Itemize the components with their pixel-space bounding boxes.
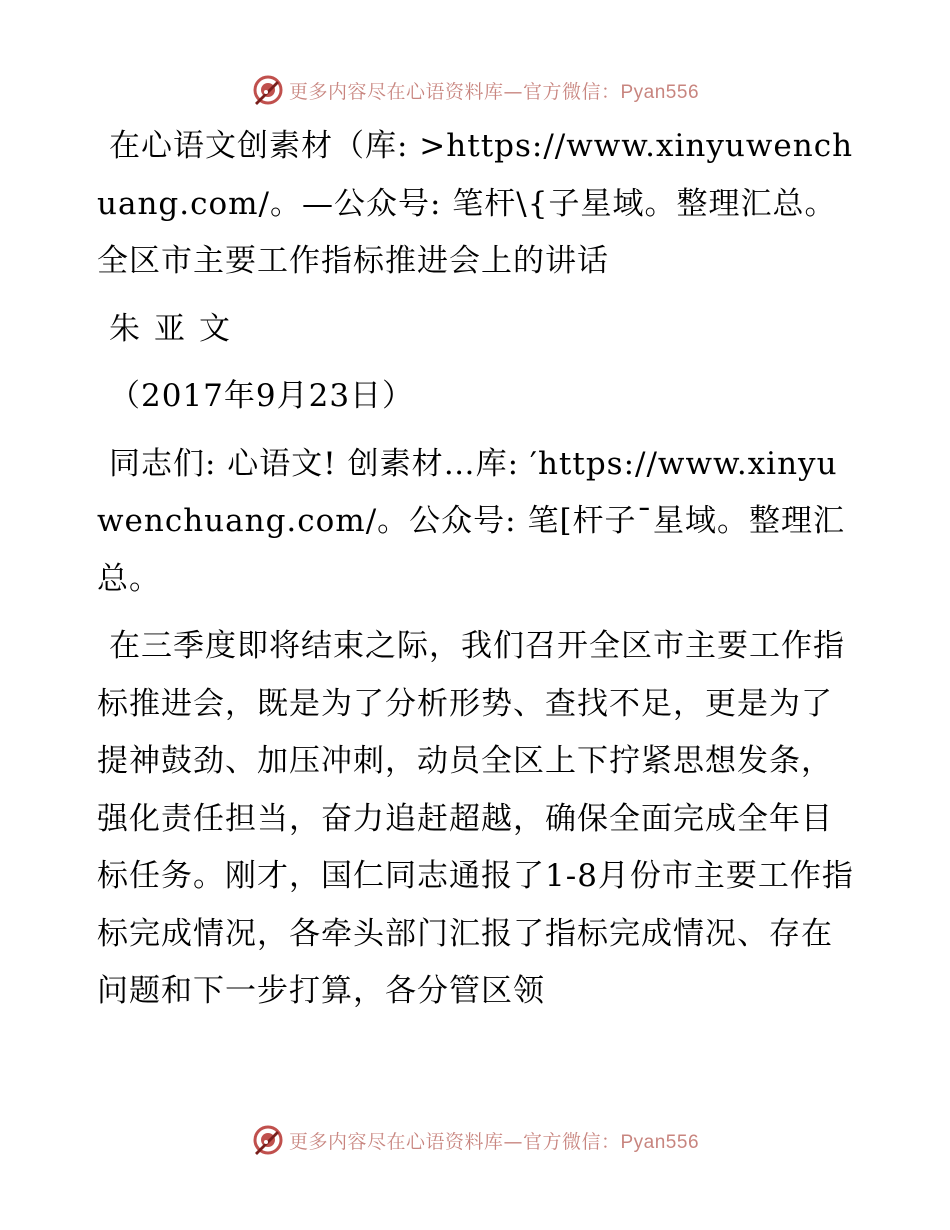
document-body: [97, 118, 857, 1031]
quill-circle-logo-icon: [251, 1123, 285, 1157]
header-banner: [0, 70, 950, 110]
author-name: 朱亚文: [109, 310, 244, 347]
header-banner-label: 更多内容尽在心语资料库—官方微信：: [288, 80, 621, 103]
document-title: 在心语文创素材（库: >https://www.xinyuwenchuang.com/。—公众号: 笔杆\{子星域。整理汇总。全区市主要工作指标推进会上的讲话: [97, 128, 854, 279]
footer-wechat-id: Pyan556: [620, 1131, 700, 1153]
footer-banner-text: [289, 1127, 699, 1154]
header-wechat-id: Pyan556: [620, 81, 700, 103]
greeting-paragraph: 同志们: 心语文! 创素材…库: ′https://www.xinyuwenchuang.com/。公众号: 笔[杆子¯星域。整理汇总。: [97, 445, 846, 597]
speech-date: （2017年9月23日）: [109, 378, 415, 414]
quill-circle-logo-icon: [251, 73, 285, 107]
body-paragraph: 在三季度即将结束之际，我们召开全区市主要工作指标推进会，既是为了分析形势、查找不足，更是为了提神鼓劲、加压冲刺，动员全区上下拧紧思想发条，强化责任担当，奋力追赶超越，确保全面完成全年目标任务。刚才，国仁同志通报了1-8月份市主要工作指标完成情况，各牵头部门汇报了指标完成情况、存在问题和下一步打算，各分管区领: [97, 628, 854, 1009]
header-banner-text: [289, 77, 699, 104]
footer-banner: [0, 1120, 950, 1160]
footer-banner-label: 更多内容尽在心语资料库—官方微信：: [288, 1130, 621, 1153]
